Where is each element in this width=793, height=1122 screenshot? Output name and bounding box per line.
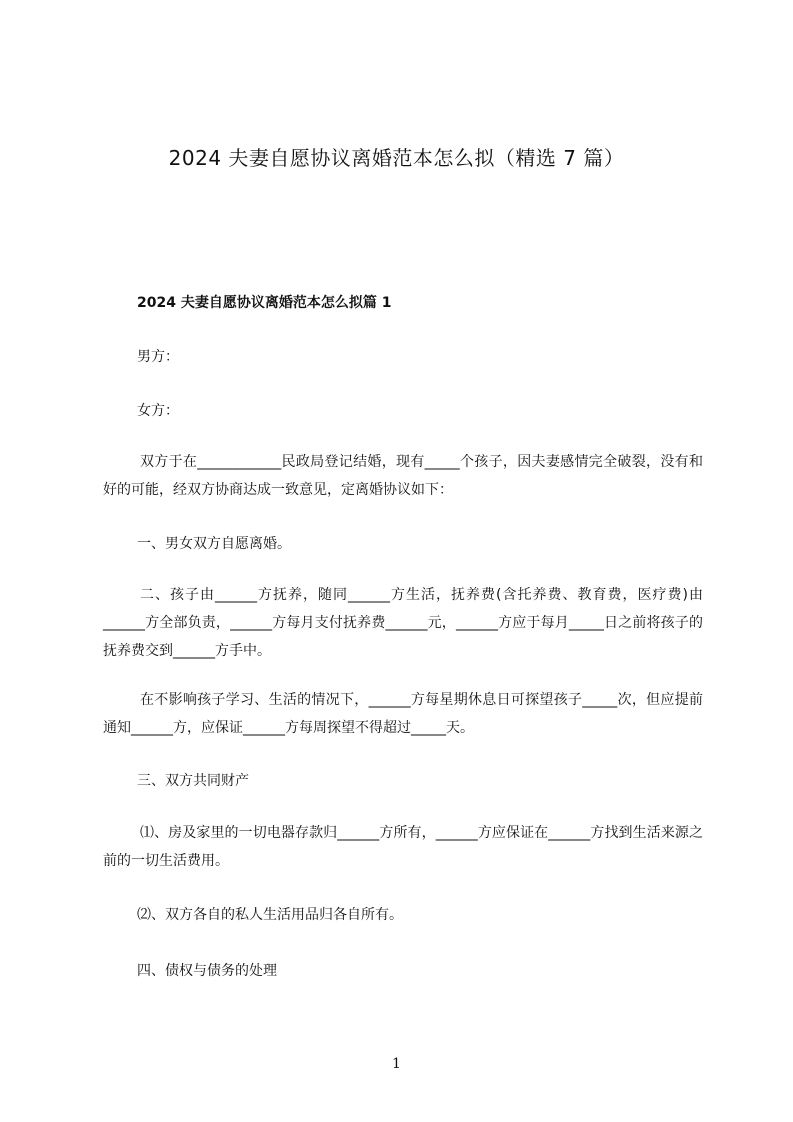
clause-heading-4: 四、债权与债务的处理	[137, 963, 277, 979]
paragraph-visitation: 在不影响孩子学习、生活的情况下，______方每星期休息日可探望孩子_____次，但应提前通知______方，应保证______方每周探望不得超过_____天。	[103, 692, 703, 736]
paragraph-property-2: ⑵、双方各自的私人生活用品归各自所有。	[137, 907, 403, 923]
document-title: 2024 夫妻自愿协议离婚范本怎么拟（精选 7 篇）	[168, 146, 625, 170]
paragraph-property-1: ⑴、房及家里的一切电器存款归______方所有，______方应保证在______方找到生活来源之前的一切生活费用。	[103, 825, 703, 869]
male-party-label: 男方：	[137, 349, 179, 365]
clause-heading-1: 一、男女双方自愿离婚。	[137, 536, 291, 552]
page-number: 1	[392, 1056, 401, 1072]
female-party-label: 女方：	[137, 403, 179, 419]
paragraph-marriage-registration: 双方于在____________民政局登记结婚，现有_____个孩子，因夫妻感情完全破裂，没有和好的可能，经双方协商达成一致意见，定离婚协议如下：	[103, 454, 703, 498]
paragraph-child-custody: 二、孩子由______方抚养，随同______方生活，抚养费(含托养费、教育费，医疗费)由______方全部负责，______方每月支付抚养费______元，______方应于每月_____日之前将孩子的抚养费交到______方手中。	[103, 587, 703, 659]
section-heading: 2024 夫妻自愿协议离婚范本怎么拟篇 1	[137, 295, 392, 311]
clause-heading-3: 三、双方共同财产	[137, 773, 249, 789]
